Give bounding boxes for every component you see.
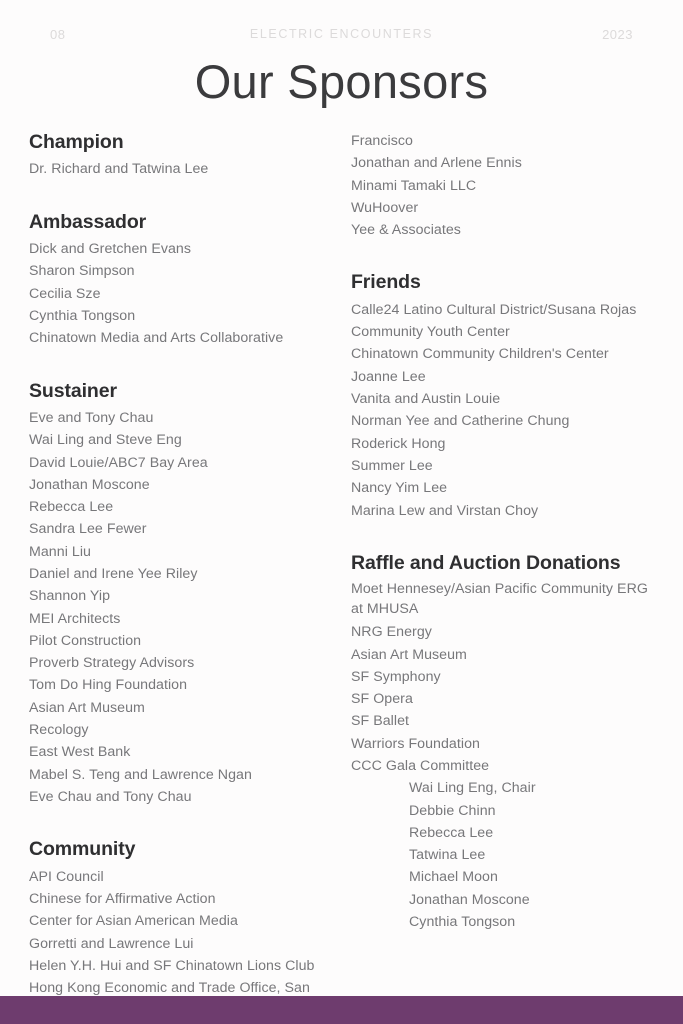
right-column [351,130,651,933]
list-item: Gorretti and Lawrence Lui [29,935,194,952]
publication-year: 2023 [602,27,633,42]
list-item: Summer Lee [351,457,433,474]
list-item: WuHoover [351,199,419,216]
list-item: Cynthia Tongson [409,914,516,931]
list-item: Daniel and Irene Yee Riley [29,565,198,582]
list-item: Manni Liu [29,543,91,560]
list-item: Minami Tamaki LLC [351,177,477,194]
list-item: API Council [29,868,104,885]
list-item: Wai Ling Eng, Chair [409,780,536,797]
list-item: CCC Gala Committee [351,757,490,774]
footer-accent-bar [0,996,683,1024]
list-item: Eve Chau and Tony Chau [29,788,192,805]
page-number: 08 [50,27,66,42]
list-item: Asian Art Museum [351,646,467,663]
list-item: Sandra Lee Fewer [29,521,147,538]
sponsor-list-ambassador [29,238,329,349]
list-item: Hong Kong Economic and Trade Office, San [29,980,310,997]
list-item: Jonathan and Arlene Ennis [351,155,522,172]
section-heading-community: Community [29,838,136,861]
sponsor-list-champion [29,158,329,180]
list-item: Rebecca Lee [29,499,114,516]
list-item: Marina Lew and Virstan Choy [351,502,539,519]
list-item: Wai Ling and Steve Eng [29,432,182,449]
publication-name: ELECTRIC ENCOUNTERS [249,27,434,41]
list-item: Chinatown Media and Arts Collaborative [29,330,284,347]
list-item: Chinese for Affirmative Action [29,890,216,907]
list-item: Warriors Foundation [351,735,480,752]
list-item: East West Bank [29,744,131,761]
list-item: Cecilia Sze [29,285,101,302]
list-item: Chinatown Community Children's Center [351,346,609,363]
list-item: Eve and Tony Chau [29,409,154,426]
list-item: Recology [29,722,89,739]
list-item: David Louie/ABC7 Bay Area [29,454,208,471]
list-item: NRG Energy [351,624,432,641]
list-item: SF Opera [351,691,413,708]
list-item: Roderick Hong [351,435,446,452]
list-item: SF Ballet [351,713,410,730]
list-item: Sharon Simpson [29,263,135,280]
list-item: Shannon Yip [29,588,111,605]
list-item: Mabel S. Teng and Lawrence Ngan [29,766,252,783]
list-item: Michael Moon [409,869,498,886]
list-item: Norman Yee and Catherine Chung [351,413,570,430]
list-item: Joanne Lee [351,368,426,385]
list-item: MEI Architects [29,610,121,627]
list-item: Asian Art Museum [29,699,145,716]
list-item: Francisco [351,133,413,149]
section-heading-raffle-auction-donations: Raffle and Auction Donations [351,551,621,574]
list-item: Community Youth Center [351,324,510,341]
list-item: Proverb Strategy Advisors [29,655,195,672]
list-item: Nancy Yim Lee [351,480,448,497]
list-item: Rebecca Lee [409,824,494,841]
page-title: Our Sponsors [194,55,489,108]
list-item: Cynthia Tongson [29,307,136,324]
list-item: Dick and Gretchen Evans [29,241,192,258]
list-item: Debbie Chinn [409,802,496,819]
list-item: Tom Do Hing Foundation [29,677,188,694]
list-item: Dr. Richard and Tatwina Lee [29,161,209,178]
sponsor-list-sustainer [29,407,329,808]
list-item: Vanita and Austin Louie [351,391,501,408]
list-item: Center for Asian American Media [29,913,238,930]
sponsor-list-community [29,866,329,1000]
sponsor-columns [0,130,683,997]
section-heading-sustainer: Sustainer [29,379,117,402]
section-heading-ambassador: Ambassador [29,210,147,233]
left-column [29,130,329,999]
sponsor-list-friends [351,299,651,522]
section-heading-friends: Friends [351,271,421,294]
list-item: Calle24 Latino Cultural District/Susana Rojas [351,301,637,318]
section-heading-champion: Champion [29,131,124,153]
list-item: Jonathan Moscone [29,476,150,493]
sponsor-list-community-continued [351,130,651,241]
list-item: Yee & Associates [351,222,461,239]
list-item: Tatwina Lee [409,847,486,864]
list-item: Helen Y.H. Hui and SF Chinatown Lions Club [29,957,315,974]
sponsor-list-raffle-auction-donations [351,579,651,933]
list-item: Jonathan Moscone [409,891,530,908]
running-head [0,27,683,45]
list-item: SF Symphony [351,668,441,685]
list-item: Moet Hennesey/Asian Pacific Community ERG at MHUSA [351,581,648,618]
list-item: Pilot Construction [29,632,142,649]
